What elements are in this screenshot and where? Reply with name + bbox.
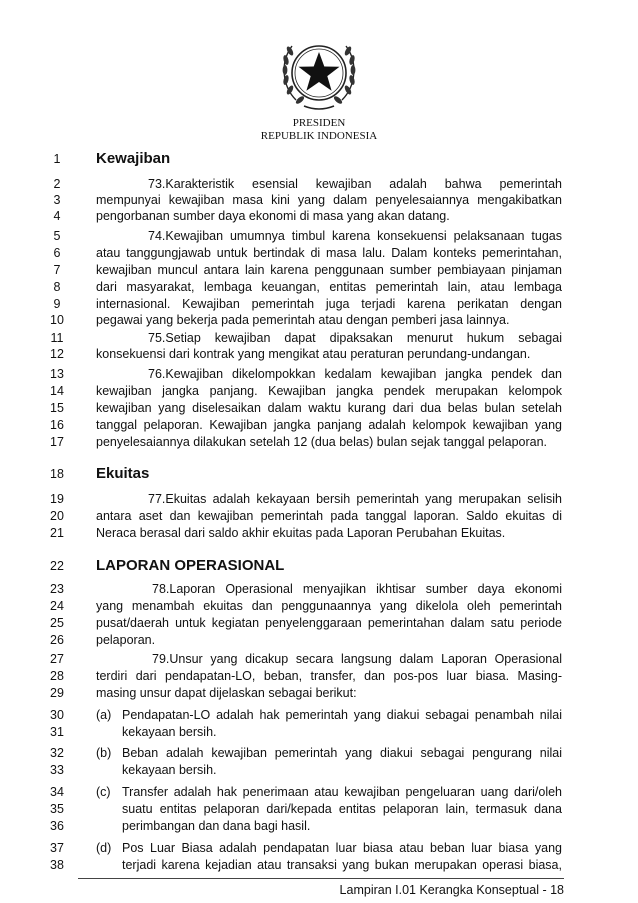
text-line: suatu entitas pelaporan dari/kepada entitas pelaporan lain, termasuk dana (122, 802, 562, 816)
text-line: 74.Kewajiban umumnya timbul karena konsekuensi pelaksanaan tugas (148, 229, 562, 243)
text-line: Neraca berasal dari saldo akhir ekuitas pada Laporan Perubahan Ekuitas. (96, 526, 506, 540)
text-line: internasional. Kewajiban pemerintah juga terjadi karena perikatan dengan (96, 297, 562, 311)
text-line: kekayaan bersih. (122, 725, 217, 739)
text-line: kekayaan bersih. (122, 763, 217, 777)
text-line: Pos Luar Biasa adalah pendapatan luar biasa atau beban luar biasa yang (122, 841, 562, 855)
line-number: 8 (53, 280, 61, 294)
text-line: antara aset dan kewajiban pemerintah pada tanggal laporan. Saldo ekuitas di (96, 509, 562, 523)
text-line: penyelesaiannya dilakukan setelah 12 (dua belas) bulan sejak tanggal pelaporan. (96, 435, 548, 449)
line-number: 5 (53, 229, 61, 243)
text-line: atau tanggungjawab untuk bertindak di masa lalu. Dalam konteks pemerintahan, (96, 246, 562, 260)
list-label-c: (c) (96, 785, 111, 799)
line-number: 35 (50, 802, 64, 816)
line-number: 12 (50, 347, 64, 361)
line-number: 9 (53, 297, 61, 311)
text-line: 78.Laporan Operasional menyajikan ikhtisar sumber daya ekonomi (152, 582, 562, 596)
text-line: yang menambah ekuitas dan penggunaannya yang dikelola oleh pemerintah (96, 599, 562, 613)
heading-ekuitas: Ekuitas (96, 465, 150, 482)
footer-divider (78, 878, 564, 879)
text-line: kewajiban jangka panjang. Kewajiban jangka pendek merupakan kelompok (96, 384, 562, 398)
line-number: 13 (50, 367, 64, 381)
garuda-emblem-icon (276, 30, 362, 116)
line-number: 25 (50, 616, 64, 630)
text-line: 79.Unsur yang dicakup secara langsung dalam Laporan Operasional (152, 652, 562, 666)
line-number: 15 (50, 401, 64, 415)
text-line: terdiri dari pendapatan-LO, beban, transfer, dan pos-pos luar biasa. Masing- (96, 669, 562, 683)
heading-kewajiban: Kewajiban (96, 150, 171, 167)
header-republik-indonesia: REPUBLIK INDONESIA (260, 130, 378, 142)
line-number: 36 (50, 819, 64, 833)
text-line: pusat/daerah untuk kegiatan penyelenggaraan pemerintahan dalam satu periode (96, 616, 562, 630)
text-line: 73.Karakteristik esensial kewajiban adalah bahwa pemerintah (148, 177, 562, 191)
text-line: tanggal pelaporan. Kewajiban jangka panjang adalah kelompok kewajiban yang (96, 418, 562, 432)
line-number: 6 (53, 246, 61, 260)
line-number: 14 (50, 384, 64, 398)
line-number: 34 (50, 785, 64, 799)
line-number: 2 (53, 177, 61, 191)
line-number: 11 (50, 331, 64, 345)
line-number: 19 (50, 492, 64, 506)
line-number: 7 (53, 263, 61, 277)
text-line: Beban adalah kewajiban pemerintah yang diakui sebagai pengurang nilai (122, 746, 562, 760)
line-number: 16 (50, 418, 64, 432)
line-number: 23 (50, 582, 64, 596)
footer-page-label: Lampiran I.01 Kerangka Konseptual - 18 (339, 883, 564, 897)
line-number: 17 (50, 435, 64, 449)
text-line: konsekuensi dari kontrak yang mengikat atau peraturan perundang-undangan. (96, 347, 531, 361)
line-number: 37 (50, 841, 64, 855)
text-line: masing unsur dapat dijelaskan sebagai berikut: (96, 686, 357, 700)
text-line: mempunyai kewajiban masa kini yang dalam penyelesaiannya mengakibatkan (96, 193, 562, 207)
text-line: pengorbanan sumber daya ekonomi di masa yang akan datang. (96, 209, 450, 223)
text-line: kewajiban muncul antara lain karena penggunaan sumber pembiayaan pinjaman (96, 263, 562, 277)
list-label-d: (d) (96, 841, 112, 855)
heading-laporan-operasional: LAPORAN OPERASIONAL (96, 557, 285, 574)
line-number: 20 (50, 509, 64, 523)
line-number: 4 (53, 209, 61, 223)
line-number: 33 (50, 763, 64, 777)
text-line: Pendapatan-LO adalah hak pemerintah yang diakui sebagai penambah nilai (122, 708, 562, 722)
line-number: 32 (50, 746, 64, 760)
line-number: 26 (50, 633, 64, 647)
line-number: 31 (50, 725, 64, 739)
line-number: 22 (50, 559, 64, 573)
header-presiden: PRESIDEN (292, 117, 346, 129)
text-line: pelaporan. (96, 633, 156, 647)
line-number: 29 (50, 686, 64, 700)
line-number: 38 (50, 858, 64, 872)
line-number: 30 (50, 708, 64, 722)
line-number: 28 (50, 669, 64, 683)
line-number: 18 (50, 467, 64, 481)
text-line: terjadi karena kejadian atau transaksi yang bukan merupakan operasi biasa, (122, 858, 562, 872)
line-number: 21 (50, 526, 64, 540)
text-line: pegawai yang bekerja pada pemerintah atau dengan pemberi jasa lainnya. (96, 313, 510, 327)
list-label-b: (b) (96, 746, 112, 760)
line-number: 10 (50, 313, 64, 327)
text-line: dari masyarakat, lembaga keuangan, entitas pemerintah lain, atau lembaga (96, 280, 562, 294)
text-line: perimbangan dan dana bagi hasil. (122, 819, 311, 833)
list-label-a: (a) (96, 708, 112, 722)
line-number: 1 (53, 152, 61, 166)
text-line: Transfer adalah hak penerimaan atau kewajiban pengeluaran uang dari/oleh (122, 785, 562, 799)
text-line: 77.Ekuitas adalah kekayaan bersih pemerintah yang merupakan selisih (148, 492, 562, 506)
text-line: kewajiban yang diselesaikan dalam waktu kurang dari dua belas bulan setelah (96, 401, 562, 415)
line-number: 24 (50, 599, 64, 613)
line-number: 3 (53, 193, 61, 207)
text-line: 75.Setiap kewajiban dapat dipaksakan menurut hukum sebagai (148, 331, 562, 345)
text-line: 76.Kewajiban dikelompokkan kedalam kewajiban jangka pendek dan (148, 367, 562, 381)
line-number: 27 (50, 652, 64, 666)
